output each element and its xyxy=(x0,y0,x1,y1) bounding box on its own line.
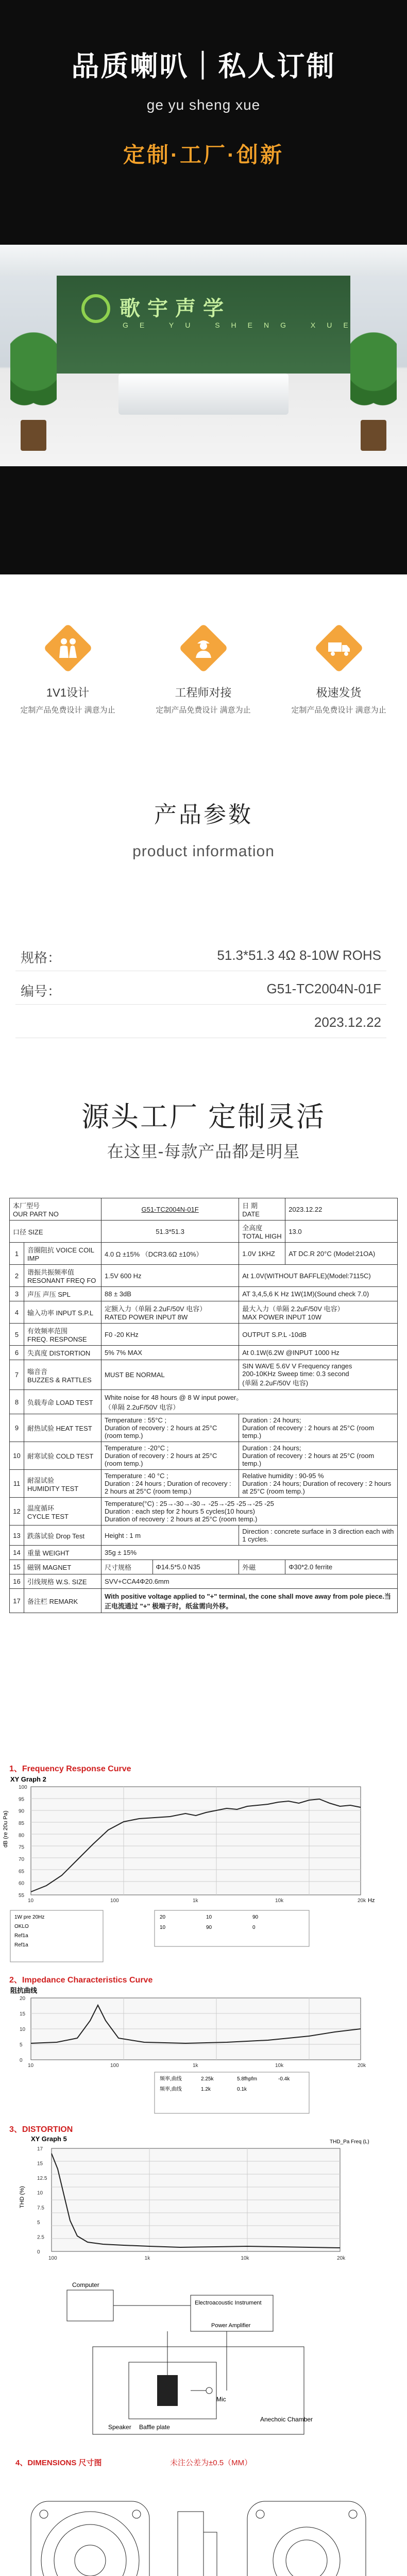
spec-row xyxy=(10,1442,398,1470)
dist-tick-yticks: 0 xyxy=(37,2249,40,2255)
hero-banner xyxy=(0,0,407,574)
pot-right xyxy=(361,420,386,451)
impedance-xticks xyxy=(28,2063,366,2069)
dist-tick-yticks: 10 xyxy=(37,2190,43,2196)
spec-row-number: 1 xyxy=(10,1243,24,1265)
dist-tick-yticks: 12.5 xyxy=(37,2176,47,2182)
spec-row-value: Φ14.5*5.0 N35 xyxy=(152,1560,239,1574)
spec-row-item: 跌落试验 Drop Test xyxy=(24,1526,101,1546)
freq-tick-yticks: 80 xyxy=(19,1833,25,1839)
impedance-graph-label: 阻抗曲线 xyxy=(10,1987,38,1994)
dist-tick-yticks: 7.5 xyxy=(37,2205,44,2211)
legend-item: 1W pre 20Hz xyxy=(14,1914,45,1920)
spec-row-value: 88 ± 3dB xyxy=(101,1287,239,1301)
frequency-plot-area xyxy=(31,1787,361,1895)
freq-tick-yticks: 70 xyxy=(19,1857,25,1862)
imp-tick-xticks: 10 xyxy=(28,2063,34,2069)
param-row-spec xyxy=(15,940,386,971)
spec-row xyxy=(10,1526,398,1546)
spec-row xyxy=(10,1390,398,1414)
spec-row-item: 谐振共振频率值 RESONANT FREQ FO xyxy=(24,1265,101,1287)
feature-desc: 定制产品免费设计 满意为止 xyxy=(291,706,386,715)
spec-row-number: 14 xyxy=(10,1546,24,1560)
speaker-label: Speaker xyxy=(108,2424,131,2431)
imp-tick-yticks: 0 xyxy=(20,2058,23,2063)
office-logo-text: 歌宇声学 xyxy=(120,297,231,320)
office-logo-pinyin xyxy=(123,321,360,329)
spec-date-value: 2023.12.22 xyxy=(285,1198,398,1221)
spec-row xyxy=(10,1470,398,1498)
reception-desk xyxy=(118,374,289,415)
table-cell: 20 xyxy=(160,1914,166,1920)
table-cell: 10 xyxy=(206,1914,212,1920)
table-cell: -0.4k xyxy=(278,2076,290,2082)
param-row-code xyxy=(15,974,386,1005)
pinyin-ge: GE xyxy=(123,321,156,329)
mic-symbol xyxy=(206,2387,212,2394)
amplifier-label: Power Amplifier xyxy=(211,2323,251,2329)
spec-row-number: 4 xyxy=(10,1301,24,1324)
hero-slogan: 定制·工厂·创新 xyxy=(123,143,284,167)
spec-row-item: 输入功率 INPUT S.P.L xyxy=(24,1301,101,1324)
spec-row xyxy=(10,1265,398,1287)
table-cell: 5.8fhpfm xyxy=(237,2076,257,2082)
spec-row xyxy=(10,1414,398,1442)
measurement-circuit-diagram xyxy=(57,2280,355,2445)
feature-title: 工程师对接 xyxy=(175,686,232,699)
factory-subtitle: 在这里-每款产品都是明星 xyxy=(107,1142,300,1161)
spec-row-number: 10 xyxy=(10,1442,24,1470)
table-cell: 2.25k xyxy=(201,2076,214,2082)
spec-row-value: MUST BE NORMAL xyxy=(101,1360,239,1390)
table-cell: 0 xyxy=(252,1925,256,1930)
imp-tick-yticks: 20 xyxy=(20,1996,26,2002)
spec-row-number: 17 xyxy=(10,1589,24,1613)
impedance-table xyxy=(155,2072,309,2113)
spec-row xyxy=(10,1589,398,1613)
spec-row-number: 7 xyxy=(10,1360,24,1390)
spec-size-row xyxy=(10,1221,398,1243)
freq-tick-yticks: 100 xyxy=(19,1785,27,1790)
spec-row-number: 15 xyxy=(10,1560,24,1574)
spec-row-value: Temperature(°C) : 25→-30→-30→ -25→-25 -25→-25 -25 Duration : each step for 2 hours 5 cycles(10 hours) Duration of recovery : 2 hours at 25°C (room temp.) xyxy=(101,1498,398,1526)
table-cell: 0.1k xyxy=(237,2087,247,2092)
chamber-label: Anechoic Chamber xyxy=(260,2416,313,2423)
spec-row-item: 重量 WEIGHT xyxy=(24,1546,101,1560)
spec-row-value: Duration : 24 hours; Duration of recovery : 2 hours at 25°C (room temp.) xyxy=(239,1442,398,1470)
pinyin-xue: XUE xyxy=(310,321,360,329)
spec-row-value: AT 3,4,5,6 K Hz 1W(1M)(Sound check 7.0) xyxy=(239,1287,398,1301)
front-view xyxy=(31,2501,149,2576)
freq-tick-xticks: 10 xyxy=(28,1898,34,1904)
pot-left xyxy=(21,420,46,451)
spec-row-item: 磁钢 MAGNET xyxy=(24,1560,101,1574)
impedance-chart-title: 2、Impedance Characteristics Curve xyxy=(9,1976,153,1985)
feature-delivery xyxy=(271,623,406,715)
spec-row-number: 16 xyxy=(10,1574,24,1589)
spec-row-value: 尺寸规格 xyxy=(101,1560,153,1574)
spec-row xyxy=(10,1498,398,1526)
frequency-xticks xyxy=(28,1898,366,1904)
legend-item: OKLO xyxy=(14,1924,29,1929)
feature-diamond xyxy=(314,623,364,673)
imp-tick-yticks: 5 xyxy=(20,2042,23,2048)
spec-row-item: 耐湿试验 HUMIDITY TEST xyxy=(24,1470,101,1498)
feature-title: 极速发货 xyxy=(316,686,362,699)
distortion-ylabel: THD (%) xyxy=(19,2186,25,2208)
spec-row-value: 1.5V 600 Hz xyxy=(101,1265,239,1287)
params-title: 产品参数 xyxy=(154,802,253,827)
spec-row-value: With positive voltage applied to "+" terminal, the cone shall move away from pole piece.当正电流通过 "+" 极端子时，纸盆需向外移。 xyxy=(101,1589,398,1613)
spec-row-value: Temperature : 40 °C ; Duration : 24 hours ; Duration of recovery : 2 hours at 25°C (room temp.) xyxy=(101,1470,239,1498)
spec-row-number: 5 xyxy=(10,1324,24,1346)
imp-tick-xticks: 100 xyxy=(110,2063,119,2069)
pinyin-yu: YU xyxy=(168,321,202,329)
back-view xyxy=(247,2501,366,2576)
freq-tick-yticks: 65 xyxy=(19,1869,25,1875)
spec-row-value: 35g ± 15% xyxy=(101,1546,398,1560)
frequency-chart-title: 1、Frequency Response Curve xyxy=(9,1765,131,1773)
spec-total-value: 13.0 xyxy=(285,1221,398,1243)
frequency-xlabel: Hz xyxy=(368,1897,375,1904)
distortion-graph-label: XY Graph 5 xyxy=(31,2135,67,2143)
spec-row-number: 3 xyxy=(10,1287,24,1301)
spec-row xyxy=(10,1287,398,1301)
freq-tick-yticks: 75 xyxy=(19,1844,25,1851)
freq-tick-yticks: 90 xyxy=(19,1808,25,1815)
frequency-legend-table xyxy=(10,1910,309,1962)
dist-tick-xticks: 100 xyxy=(48,2256,57,2261)
spec-row-value: Φ30*2.0 ferrite xyxy=(285,1560,398,1574)
param-label: 编号： xyxy=(21,984,61,999)
spec-row-item: 耐寒试验 COLD TEST xyxy=(24,1442,101,1470)
feature-title: 1V1设计 xyxy=(46,686,90,699)
frequency-graph-label: XY Graph 2 xyxy=(10,1775,46,1783)
dimensions-drawing xyxy=(0,2455,407,2576)
engineer-icon xyxy=(191,635,216,661)
spec-row-item: 声压 声压 SPL xyxy=(24,1287,101,1301)
pinyin-sheng: SHENG xyxy=(215,321,298,329)
freq-tick-xticks: 20k xyxy=(358,1898,366,1904)
spec-row xyxy=(10,1560,398,1574)
frequency-chart xyxy=(0,1772,407,1968)
spec-row xyxy=(10,1574,398,1589)
dist-tick-xticks: 1k xyxy=(144,2256,150,2261)
dimensions-title: 4、DIMENSIONS 尺寸图 xyxy=(15,2459,102,2467)
feature-diamond xyxy=(43,623,93,673)
factory-title: 源头工厂 定制灵活 xyxy=(81,1101,326,1132)
freq-tick-yticks: 85 xyxy=(19,1821,25,1826)
spec-row-value: At 0.1W(6.2W @INPUT 1000 Hz xyxy=(239,1346,398,1360)
spec-row-number: 11 xyxy=(10,1470,24,1498)
dist-tick-yticks: 17 xyxy=(37,2146,43,2152)
dimensions-hint: 未注公差为±0.5（MM） xyxy=(170,2459,252,2467)
spec-size-label: 口径 SIZE xyxy=(10,1221,101,1243)
impedance-chart xyxy=(0,1985,407,2119)
table-cell: 1.2k xyxy=(201,2087,211,2092)
spec-row-number: 2 xyxy=(10,1265,24,1287)
spec-row-value: 外磁 xyxy=(239,1560,285,1574)
distortion-legend: THD_Pa Freq (L) xyxy=(330,2139,369,2145)
spec-row xyxy=(10,1301,398,1324)
legend-item: Ref1a xyxy=(14,1933,28,1939)
imp-tick-yticks: 15 xyxy=(20,2011,26,2017)
dist-tick-yticks: 2.5 xyxy=(37,2234,44,2241)
table-cell: 频率,曲线 xyxy=(160,2087,182,2092)
spec-row-value: SIN WAVE 5.6V V Frequency ranges 200-10KHz Sweep time: 0.3 second (单隔 2.2uF/50V 电容) xyxy=(239,1360,398,1390)
dist-tick-xticks: 10k xyxy=(241,2256,249,2261)
spec-row-value: At 1.0V(WITHOUT BAFFLE)(Model:7115C) xyxy=(239,1265,398,1287)
spec-row-number: 6 xyxy=(10,1346,24,1360)
param-label: 规格： xyxy=(21,950,61,965)
feature-1v1 xyxy=(0,623,135,715)
spec-row-number: 8 xyxy=(10,1390,24,1414)
hero-subtitle: ge yu sheng xue xyxy=(146,97,261,113)
spec-row-value: 4.0 Ω ±15% （DCR3.6Ω ±10%） xyxy=(101,1243,239,1265)
spec-row-number: 12 xyxy=(10,1498,24,1526)
frequency-ylabel: dB (re 20u Pa) xyxy=(3,1810,9,1848)
feature-strip xyxy=(0,574,407,752)
spec-row-item: 失真度 DISTORTION xyxy=(24,1346,101,1360)
freq-tick-yticks: 95 xyxy=(19,1797,25,1803)
distortion-yticks xyxy=(37,2146,47,2255)
speaker-symbol xyxy=(157,2375,178,2406)
spec-row-value: Relative humidity : 90-95 % Duration : 24 hours; Duration of recovery : 2 hours at 25°C (room temp.) xyxy=(239,1470,398,1498)
param-value: 51.3*51.3 4Ω 8-10W ROHS xyxy=(217,947,381,963)
baffle-label: Baffle plate xyxy=(139,2424,170,2431)
spec-row-item: 引线规格 W.S. SIZE xyxy=(24,1574,101,1589)
dist-tick-yticks: 15 xyxy=(37,2161,43,2167)
param-value: 2023.12.22 xyxy=(314,1014,381,1030)
spec-row xyxy=(10,1346,398,1360)
computer-label: Computer xyxy=(72,2281,99,2289)
spec-row-value: AT DC.R 20°C (Model:21OA) xyxy=(285,1243,398,1265)
spec-part-label: 本厂型号 OUR PART NO xyxy=(10,1198,101,1221)
spec-row-value: SVV+CCA4Φ20.6mm xyxy=(101,1574,398,1589)
spec-date-label: 日 期 DATE xyxy=(239,1198,285,1221)
truck-icon xyxy=(326,635,352,661)
freq-tick-xticks: 100 xyxy=(110,1898,119,1904)
spec-row xyxy=(10,1546,398,1560)
spec-table xyxy=(9,1198,398,1613)
spec-row-value: Height : 1 m xyxy=(101,1526,239,1546)
spec-row-value: Duration : 24 hours; Duration of recovery : 2 hours at 25°C (room temp.) xyxy=(239,1414,398,1442)
distortion-chart xyxy=(0,2133,407,2272)
freq-tick-xticks: 10k xyxy=(275,1898,284,1904)
distortion-xticks xyxy=(48,2256,346,2261)
feature-diamond xyxy=(179,623,228,673)
distortion-chart-title: 3、DISTORTION xyxy=(9,2125,73,2134)
spec-row xyxy=(10,1324,398,1346)
spec-row-item: 负载寿命 LOAD TEST xyxy=(24,1390,101,1414)
spec-row-item: 音圈阻抗 VOICE COIL IMP xyxy=(24,1243,101,1265)
instrument-label: Electroacoustic Instrument xyxy=(195,2300,262,2306)
freq-tick-yticks: 55 xyxy=(19,1893,25,1899)
legend-item: Ref1a xyxy=(14,1942,28,1948)
table-cell: 频率,曲线 xyxy=(160,2076,182,2082)
office-ceiling xyxy=(0,245,407,276)
spec-row-number: 13 xyxy=(10,1526,24,1546)
imp-tick-yticks: 10 xyxy=(20,2027,26,2032)
param-value: G51-TC2004N-01F xyxy=(266,981,381,996)
spec-row-item: 温度循环 CYCLE TEST xyxy=(24,1498,101,1526)
spec-row-item: 嗡音音 BUZZES & RATTLES xyxy=(24,1360,101,1390)
spec-row-value: 最大入力（单隔 2.2uF/50V 电容） MAX POWER INPUT 10W xyxy=(239,1301,398,1324)
spec-row-value: Direction : concrete surface in 3 direction each with 1 cycles. xyxy=(239,1526,398,1546)
spec-size-value: 51.3*51.3 xyxy=(101,1221,239,1243)
spec-row-value: 5% 7% MAX xyxy=(101,1346,239,1360)
frequency-yticks xyxy=(19,1785,27,1899)
spec-row-value: OUTPUT S.P.L -10dB xyxy=(239,1324,398,1346)
plant-left xyxy=(10,332,57,430)
company-logo-icon xyxy=(81,294,110,323)
spec-row-value: 定额入力（单隔 2.2uF/50V 电容） RATED POWER INPUT 8W xyxy=(101,1301,239,1324)
spec-row-value: 1.0V 1KHZ xyxy=(239,1243,285,1265)
freq-tick-xticks: 1k xyxy=(193,1898,198,1904)
spec-part-value: G51-TC2004N-01F xyxy=(101,1198,239,1221)
spec-row-value: White noise for 48 hours @ 8 W input power。 （单隔 2.2uF/50V 电容） xyxy=(101,1390,398,1414)
dist-tick-yticks: 5 xyxy=(37,2219,40,2226)
freq-tick-yticks: 60 xyxy=(19,1880,25,1887)
side-view xyxy=(178,2512,217,2576)
spec-row xyxy=(10,1243,398,1265)
param-row-date xyxy=(15,1007,386,1038)
feature-engineer xyxy=(135,623,271,715)
table-cell: 90 xyxy=(206,1925,212,1930)
impedance-yticks xyxy=(20,1996,26,2063)
computer-box xyxy=(67,2290,113,2321)
spec-row-number: 9 xyxy=(10,1414,24,1442)
feature-desc: 定制产品免费设计 满意为止 xyxy=(156,706,251,715)
spec-row-value: Temperature : -20°C ; Duration of recovery : 2 hours at 25°C (room temp.) xyxy=(101,1442,239,1470)
params-subtitle: product information xyxy=(132,843,275,860)
spec-row-item: 备注栏 REMARK xyxy=(24,1589,101,1613)
dist-tick-xticks: 20k xyxy=(337,2256,346,2261)
imp-tick-xticks: 1k xyxy=(193,2063,198,2069)
table-cell: 90 xyxy=(252,1914,259,1920)
spec-row-value: Temperature : 55°C ; Duration of recovery : 2 hours at 25°C (room temp.) xyxy=(101,1414,239,1442)
hero-title: 品质喇叭｜私人订制 xyxy=(71,51,336,82)
spec-row-value: F0 -20 KHz xyxy=(101,1324,239,1346)
office-photo xyxy=(0,245,407,466)
spec-row-item: 有效频率范围 FREQ. RESPONSE xyxy=(24,1324,101,1346)
table-cell: 10 xyxy=(160,1925,166,1930)
user-icon xyxy=(55,635,81,661)
feature-desc: 定制产品免费设计 满意为止 xyxy=(20,706,115,715)
spec-row xyxy=(10,1360,398,1390)
spec-head-row xyxy=(10,1198,398,1221)
mic-label: Mic xyxy=(216,2396,226,2403)
plant-right xyxy=(350,332,397,430)
imp-tick-xticks: 20k xyxy=(358,2063,366,2069)
imp-tick-xticks: 10k xyxy=(275,2063,284,2069)
spec-row-item: 耐热试验 HEAT TEST xyxy=(24,1414,101,1442)
spec-total-label: 全高度 TOTAL HIGH xyxy=(239,1221,285,1243)
